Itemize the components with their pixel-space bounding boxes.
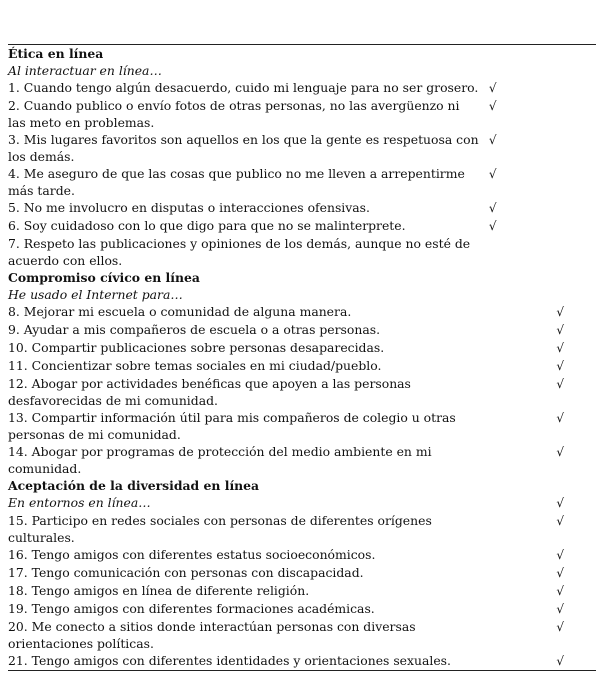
row-text: 16. Tengo amigos con diferentes estatus socioeconómicos. [8,547,376,562]
table-row [8,165,596,199]
checkmark-icon: √ [556,377,565,391]
row-text: 6. Soy cuidadoso con lo que digo para que no se malinterprete. [8,218,406,233]
check-column-1 [481,546,529,564]
check-column-2 [528,652,596,670]
check-column-1 [481,321,529,339]
checkmark-icon: √ [556,305,565,319]
table-row [8,321,596,339]
table-row [8,235,596,269]
check-column-1 [481,62,529,79]
table-row [8,409,596,443]
checkmark-icon: √ [556,496,565,510]
row-text: 5. No me involucro en disputas o interacciones ofensivas. [8,200,370,215]
row-text: 13. Compartir información útil para mis compañeros de colegio u otras personas de mi comunidad. [8,410,456,442]
table-row [8,546,596,564]
row-text: 15. Participo en redes sociales con personas de diferentes orígenes culturales. [8,513,432,545]
check-column-1 [481,131,529,165]
row-text: 17. Tengo comunicación con personas con discapacidad. [8,565,364,580]
check-column-2 [528,45,596,62]
table-row [8,375,596,409]
check-column-1 [481,97,529,131]
table-row [8,131,596,165]
check-column-1 [481,582,529,600]
check-column-1 [481,494,529,512]
check-column-2 [528,97,596,131]
checkmark-icon: √ [556,359,565,373]
row-text: He usado el Internet para… [8,287,183,302]
row-text: 10. Compartir publicaciones sobre personas desaparecidas. [8,340,385,355]
checkmark-icon: √ [556,602,565,616]
check-column-2 [528,582,596,600]
check-column-2 [528,546,596,564]
table-row [8,564,596,582]
check-column-2 [528,199,596,217]
row-text: 3. Mis lugares favoritos son aquellos en los que la gente es respetuosa con los demás. [8,132,479,164]
check-column-1 [481,269,529,286]
table-row [8,618,596,652]
questionnaire-table [8,44,596,671]
check-column-1 [481,357,529,375]
checkmark-icon: √ [556,566,565,580]
check-column-2 [528,165,596,199]
check-column-1 [481,217,529,235]
checkmark-icon: √ [556,514,565,528]
section-intro [8,286,596,303]
check-column-1 [481,512,529,546]
section-heading [8,269,596,286]
check-column-1 [481,375,529,409]
checkmark-icon: √ [488,133,497,147]
table-row [8,97,596,131]
row-text: Al interactuar en línea… [8,63,162,78]
checkmark-icon: √ [488,201,497,215]
check-column-2 [528,443,596,477]
check-column-1 [481,79,529,97]
check-column-2 [528,512,596,546]
check-column-1 [481,303,529,321]
check-column-1 [481,652,529,670]
section-intro [8,494,596,512]
check-column-2 [528,375,596,409]
row-text: 18. Tengo amigos en línea de diferente religión. [8,583,310,598]
section-heading [8,477,596,494]
row-text: 21. Tengo amigos con diferentes identidades y orientaciones sexuales. [8,653,451,668]
checkmark-icon: √ [556,620,565,634]
row-text: 7. Respeto las publicaciones y opiniones de los demás, aunque no esté de acuerdo con ellos. [8,236,471,268]
check-column-2 [528,62,596,79]
check-column-1 [481,165,529,199]
section-heading [8,45,596,62]
check-column-1 [481,600,529,618]
row-text: Aceptación de la diversidad en línea [8,478,260,493]
checkmark-icon: √ [488,81,497,95]
row-text: 14. Abogar por programas de protección del medio ambiente en mi comunidad. [8,444,432,476]
table-row [8,582,596,600]
check-column-1 [481,477,529,494]
check-column-1 [481,339,529,357]
row-text: 2. Cuando publico o envío fotos de otras personas, no las avergüenzo ni las meto en problemas. [8,98,460,130]
check-column-2 [528,286,596,303]
table-row [8,357,596,375]
row-text: Ética en línea [8,46,104,61]
checkmark-icon: √ [556,411,565,425]
check-column-2 [528,494,596,512]
check-column-1 [481,199,529,217]
table-row [8,303,596,321]
row-text: 12. Abogar por actividades benéficas que apoyen a las personas desfavorecidas de mi comunidad. [8,376,411,408]
row-text: 9. Ayudar a mis compañeros de escuela o a otras personas. [8,322,381,337]
check-column-2 [528,235,596,269]
table-row [8,199,596,217]
table-row [8,600,596,618]
table-row [8,652,596,670]
table-row [8,443,596,477]
check-column-1 [481,235,529,269]
section-intro [8,62,596,79]
table-row [8,339,596,357]
checkmark-icon: √ [556,445,565,459]
checkmark-icon: √ [556,584,565,598]
row-text: 1. Cuando tengo algún desacuerdo, cuido mi lenguaje para no ser grosero. [8,80,479,95]
check-column-2 [528,217,596,235]
row-text: En entornos en línea… [8,495,151,510]
table-row [8,217,596,235]
row-text: 4. Me aseguro de que las cosas que publico no me lleven a arrepentirme más tarde. [8,166,465,198]
check-column-2 [528,618,596,652]
row-text: 19. Tengo amigos con diferentes formaciones académicas. [8,601,375,616]
check-column-1 [481,409,529,443]
checkmark-icon: √ [556,341,565,355]
check-column-2 [528,131,596,165]
check-column-1 [481,443,529,477]
check-column-1 [481,286,529,303]
check-column-1 [481,618,529,652]
row-text: 8. Mejorar mi escuela o comunidad de alguna manera. [8,304,352,319]
check-column-1 [481,564,529,582]
check-column-2 [528,600,596,618]
check-column-2 [528,303,596,321]
check-column-2 [528,269,596,286]
row-text: 11. Concientizar sobre temas sociales en mi ciudad/pueblo. [8,358,382,373]
check-column-2 [528,409,596,443]
checkmark-icon: √ [488,219,497,233]
check-column-2 [528,564,596,582]
check-column-2 [528,339,596,357]
table-row [8,79,596,97]
checkmark-icon: √ [556,548,565,562]
row-text: Compromiso cívico en línea [8,270,200,285]
check-column-2 [528,79,596,97]
table-row [8,512,596,546]
checkmark-icon: √ [488,167,497,181]
checkmark-icon: √ [488,99,497,113]
row-text: 20. Me conecto a sitios donde interactúan personas con diversas orientaciones políticas. [8,619,416,651]
check-column-2 [528,321,596,339]
check-column-1 [481,45,529,62]
check-column-2 [528,357,596,375]
checkmark-icon: √ [556,323,565,337]
check-column-2 [528,477,596,494]
checkmark-icon: √ [556,654,565,668]
